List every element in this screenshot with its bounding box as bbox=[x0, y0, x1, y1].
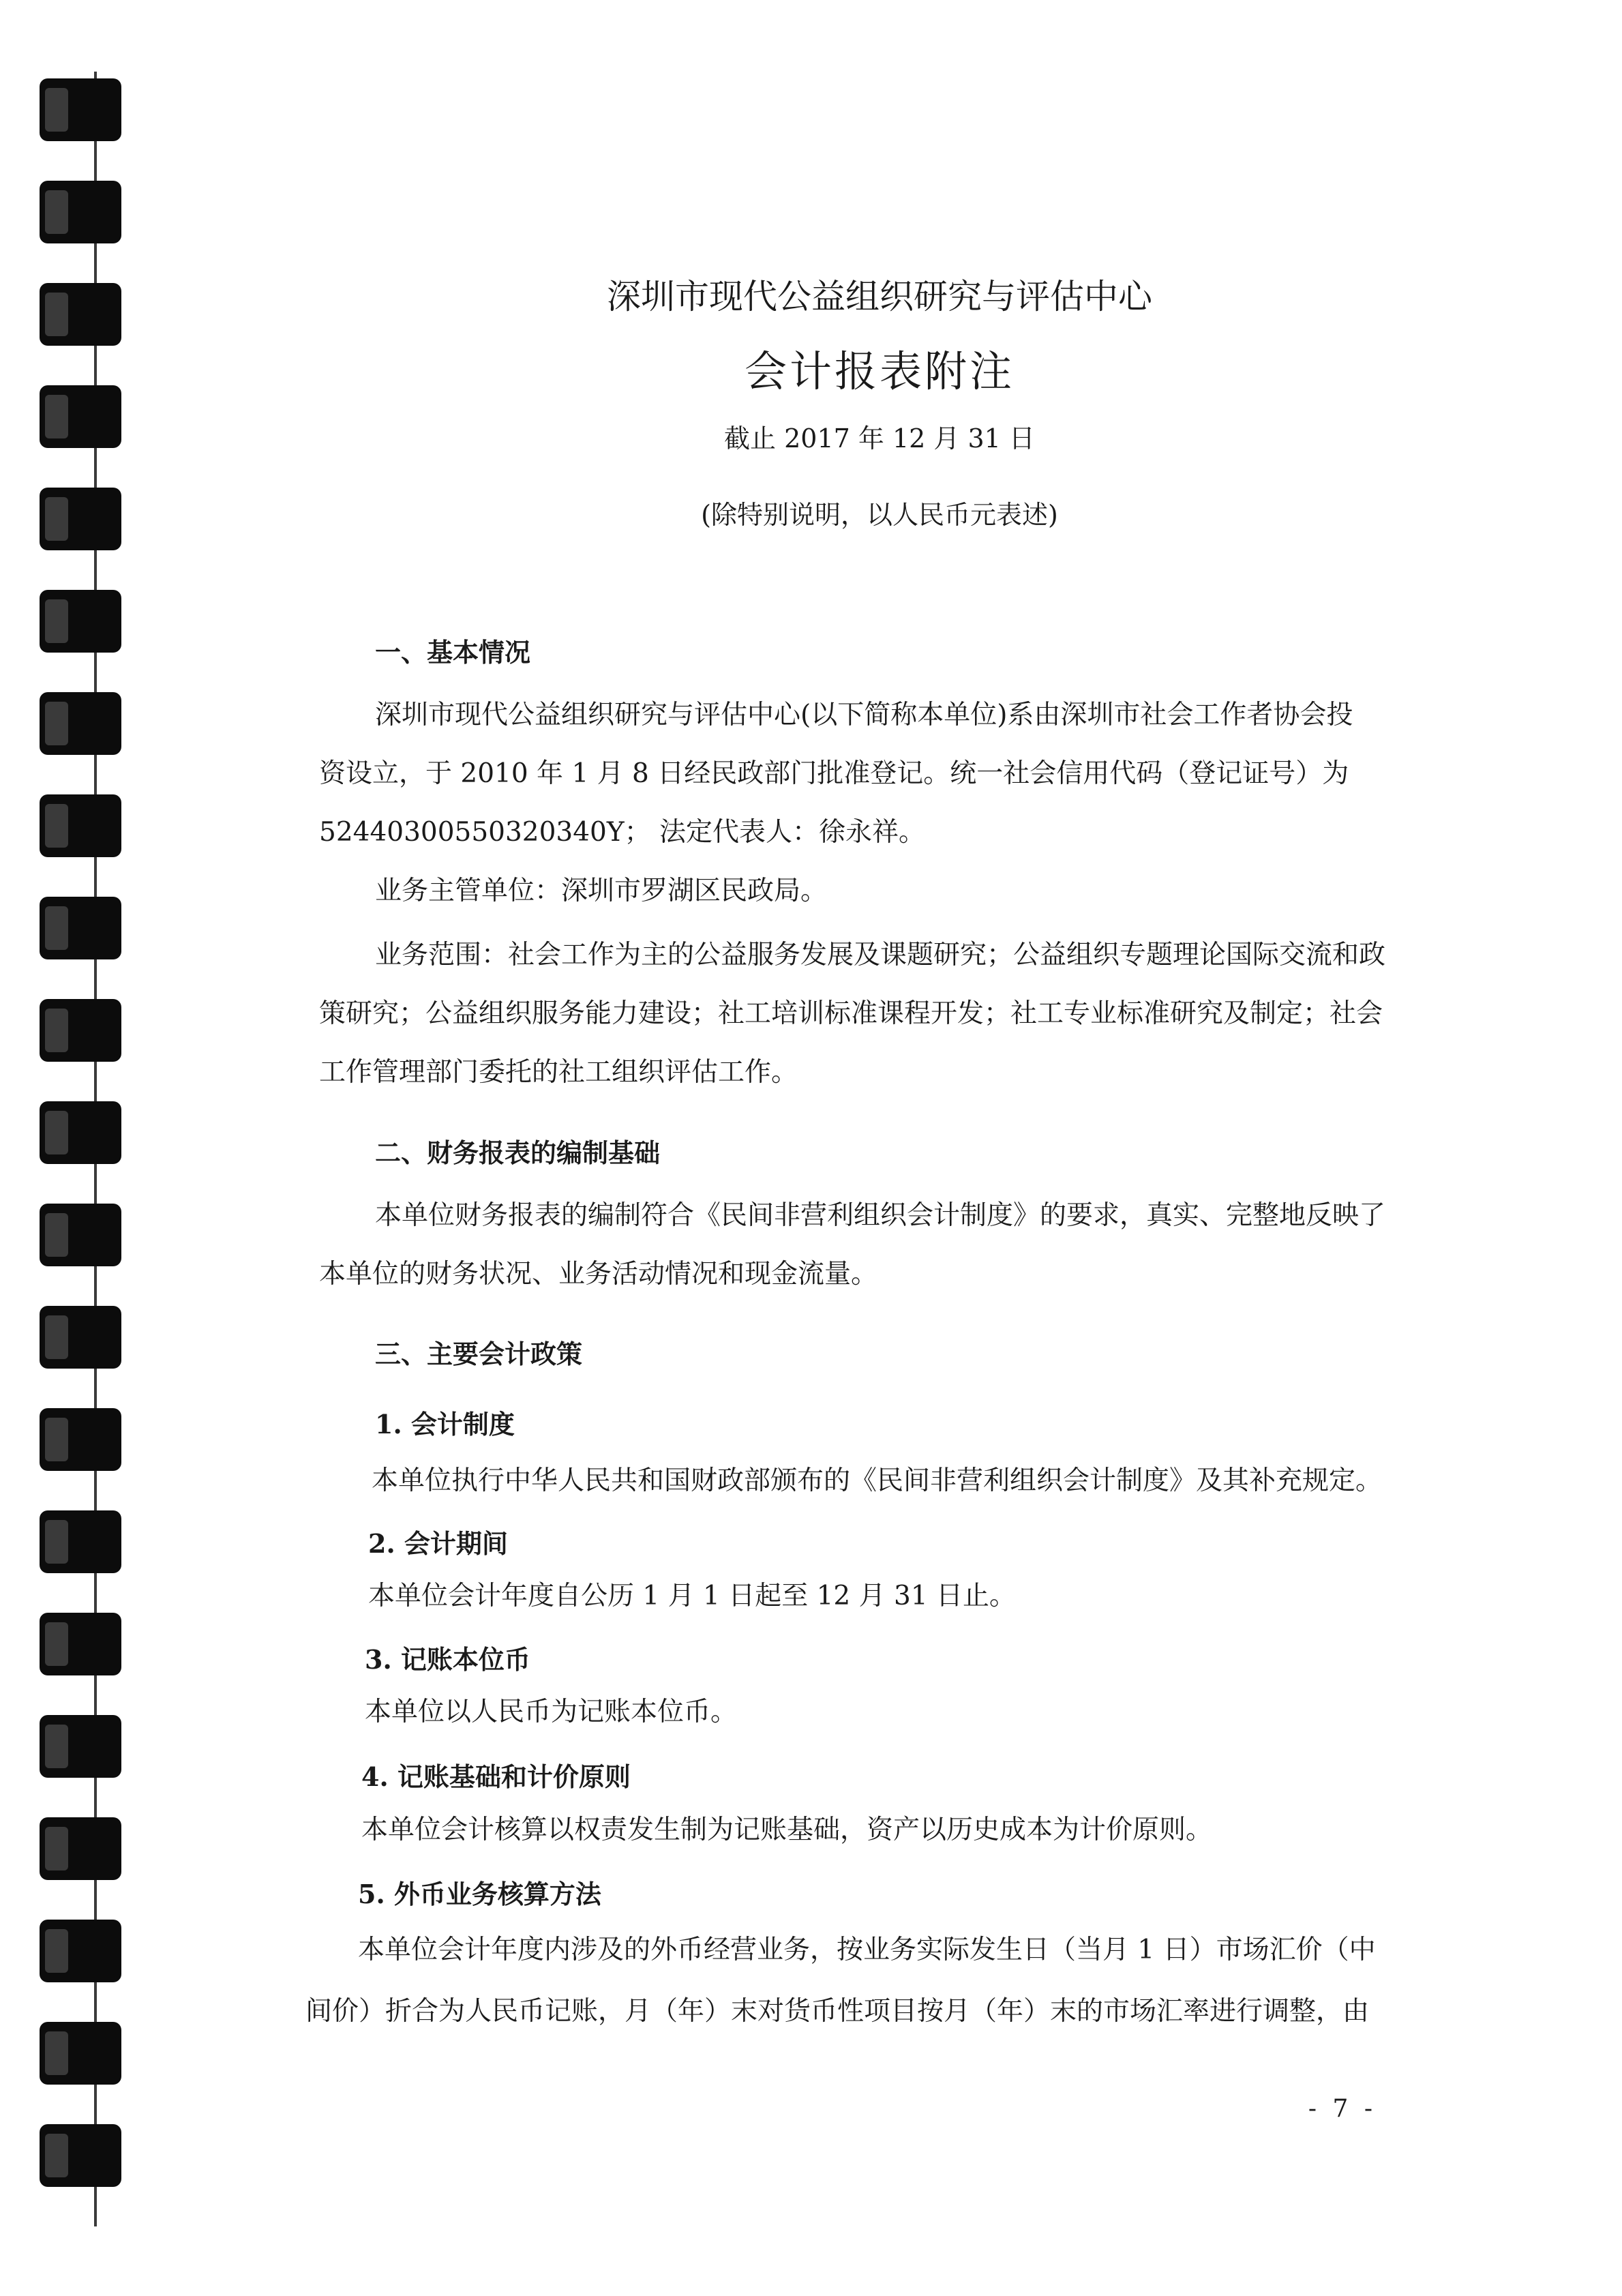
section-heading: 一、基本情况 bbox=[375, 637, 531, 668]
paragraph-line: 资设立，于 2010 年 1 月 8 日经民政部门批准登记。统一社会信用代码（登记证号）为 bbox=[319, 758, 1349, 789]
paragraph-line: 本单位的财务状况、业务活动情况和现金流量。 bbox=[319, 1259, 878, 1289]
org-title: 深圳市现代公益组织研究与评估中心 bbox=[607, 277, 1152, 316]
paragraph-line: 本单位执行中华人民共和国财政部颁布的《民间非营利组织会计制度》及其补充规定。 bbox=[372, 1465, 1383, 1496]
paragraph-line: 52440300550320340Y； 法定代表人：徐永祥。 bbox=[319, 817, 925, 848]
report-date: 截止 2017 年 12 月 31 日 bbox=[724, 423, 1035, 453]
policy-item-title: 4. 记账基础和计价原则 bbox=[361, 1761, 631, 1792]
policy-item-title: 1. 会计制度 bbox=[375, 1409, 515, 1440]
paragraph-line: 本单位财务报表的编制符合《民间非营利组织会计制度》的要求，真实、完整地反映了 bbox=[375, 1200, 1386, 1231]
paragraph-line: 业务范围：社会工作为主的公益服务发展及课题研究；公益组织专题理论国际交流和政 bbox=[375, 940, 1386, 970]
paragraph-line: 策研究；公益组织服务能力建设；社工培训标准课程开发；社工专业标准研究及制定；社会 bbox=[319, 998, 1383, 1029]
paragraph-line: 深圳市现代公益组织研究与评估中心(以下简称本单位)系由深圳市社会工作者协会投 bbox=[375, 700, 1353, 730]
paragraph-line: 工作管理部门委托的社工组织评估工作。 bbox=[319, 1057, 798, 1088]
paragraph-line: 间价）折合为人民币记账，月（年）末对货币性项目按月（年）末的市场汇率进行调整，由 bbox=[305, 1996, 1370, 2027]
policy-item-title: 2. 会计期间 bbox=[368, 1528, 508, 1559]
currency-note: (除特别说明，以人民币元表述) bbox=[701, 500, 1058, 530]
paragraph-line: 本单位会计核算以权责发生制为记账基础，资产以历史成本为计价原则。 bbox=[361, 1815, 1213, 1845]
paragraph-line: 本单位会计年度自公历 1 月 1 日起至 12 月 31 日止。 bbox=[368, 1581, 1017, 1611]
paragraph-line: 业务主管单位：深圳市罗湖区民政局。 bbox=[375, 876, 828, 906]
policy-item-title: 3. 记账本位币 bbox=[365, 1644, 530, 1675]
paragraph-line: 本单位会计年度内涉及的外币经营业务，按业务实际发生日（当月 1 日）市场汇价（中 bbox=[358, 1935, 1376, 1965]
document-title: 会计报表附注 bbox=[744, 346, 1015, 396]
policy-item-title: 5. 外币业务核算方法 bbox=[358, 1879, 601, 1909]
section-heading: 二、财务报表的编制基础 bbox=[375, 1137, 661, 1168]
section-heading: 三、主要会计政策 bbox=[375, 1339, 583, 1369]
paragraph-line: 本单位以人民币为记账本位币。 bbox=[365, 1697, 738, 1727]
page-number: - 7 - bbox=[1308, 2095, 1377, 2123]
